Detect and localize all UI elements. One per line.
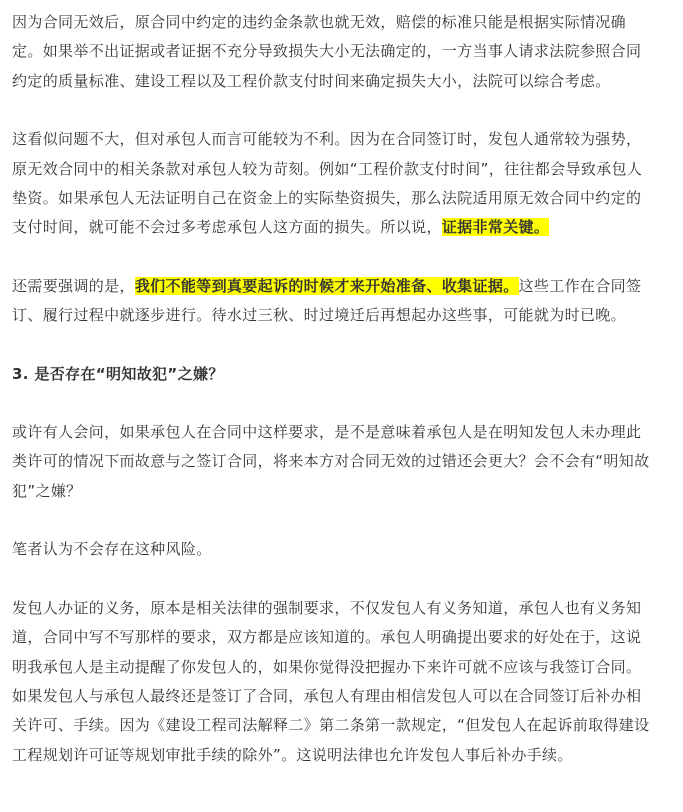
paragraph-1	[12, 8, 671, 96]
paragraph-line: 因为合同无效后，原合同中约定的违约金条款也就无效，赔偿的标准只能是根据实际情况确	[12, 13, 627, 31]
paragraph-6	[12, 594, 671, 770]
paragraph-4	[12, 418, 671, 506]
paragraph-line: 订、履行过程中就逐步进行。待水过三秋、时过境迁后再想起办这些事，可能就为时已晚。	[12, 306, 627, 325]
paragraph-line: 类许可的情况下而故意与之签订合同，将来本方对合同无效的过错还会更大？会不会有“明知故	[12, 452, 650, 471]
paragraph-line: 或许有人会问，如果承包人在合同中这样要求，是不是意味着承包人是在明知发包人未办理此	[12, 423, 642, 442]
paragraph-5	[12, 535, 671, 564]
paragraph-line: 这看似问题不大，但对承包人而言可能较为不利。因为在合同签订时，发包人通常较为强势，	[12, 130, 642, 149]
paragraph-line: 犯”之嫌？	[12, 481, 82, 500]
paragraph-line: 还需要强调的是，	[12, 276, 135, 295]
paragraph-line: 工程规划许可证等规划审批手续的除外”。这说明法律也允许发包人事后补办手续。	[12, 745, 573, 764]
paragraph-line: 这些工作在合同签	[518, 276, 642, 295]
paragraph-line: 发包人办证的义务，原本是相关法律的强制要求，不仅发包人有义务知道，承包人也有义务知	[12, 598, 642, 617]
section-heading: 3. 是否存在“明知故犯”之嫌？	[12, 364, 224, 383]
paragraph-line: 原无效合同中的相关条款对承包人较为苛刻。例如“工程价款支付时间”，往往都会导致承包人	[12, 159, 643, 178]
paragraph-line: 道，合同中写不写那样的要求，双方都是应该知道的。承包人明确提出要求的好处在于，这说	[12, 628, 642, 647]
paragraph-line: 定。如果举不出证据或者证据不充分导致损失大小无法确定的，一方当事人请求法院参照合同	[12, 42, 642, 61]
paragraph-line: 笔者认为不会存在这种风险。	[12, 540, 212, 559]
paragraph-3	[12, 272, 671, 331]
paragraph-line: 明我承包人是主动提醒了你发包人的，如果你觉得没把握办下来许可就不应该与我签订合同。	[12, 657, 642, 676]
paragraph-2	[12, 125, 671, 243]
paragraph-line: 如果发包人与承包人最终还是签订了合同，承包人有理由相信发包人可以在合同签订后补办相	[12, 686, 642, 705]
paragraph-line: 关许可、手续。因为《建设工程司法解释二》第二条第一款规定，“但发包人在起诉前取得建设	[12, 716, 650, 735]
highlighted-text: 我们不能等到真要起诉的时候才来开始准备、收集证据。	[134, 276, 519, 295]
paragraph-line: 约定的质量标准、建设工程以及工程价款支付时间来确定损失大小，法院可以综合考虑。	[12, 71, 611, 90]
paragraph-line: 垫资。如果承包人无法证明自己在资金上的实际垫资损失，那么法院适用原无效合同中约定的	[12, 189, 642, 208]
highlighted-text: 证据非常关键。	[441, 218, 550, 237]
paragraph-line: 支付时间，就可能不会过多考虑承包人这方面的损失。所以说，	[12, 218, 442, 237]
